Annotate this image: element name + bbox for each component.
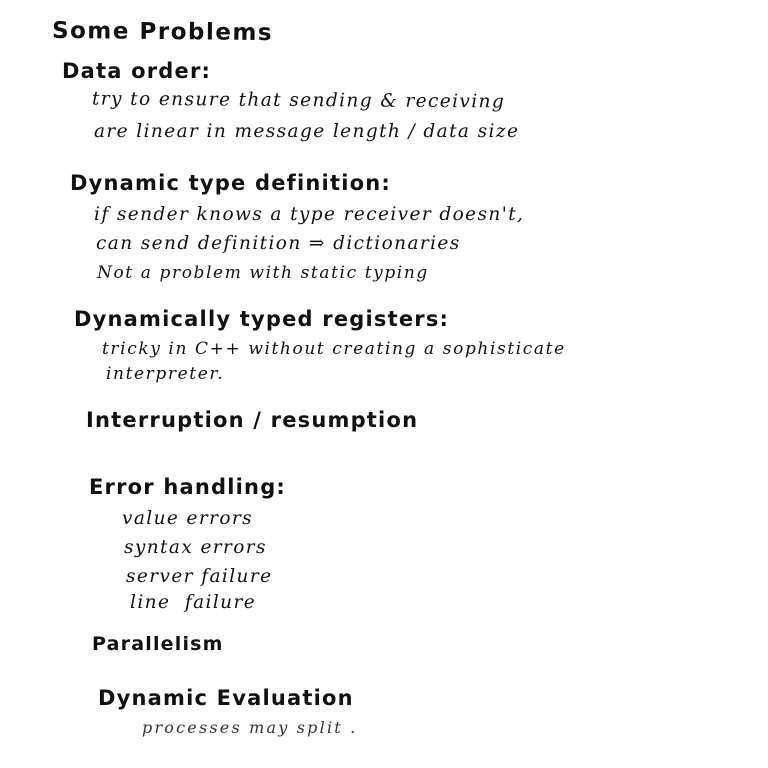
error-handling-line-2: syntax errors [124,537,267,558]
error-handling-line-4: line failure [130,592,257,613]
section-heading-parallelism: Parallelism [92,633,224,655]
data-order-line-1: try to ensure that sending & receiving [91,88,506,113]
section-heading-dynamically-typed-registers: Dynamically typed registers: [74,307,450,331]
section-heading-interruption-resumption: Interruption / resumption [86,408,419,432]
dynamic-evaluation-line-1: processes may split . [142,718,358,737]
dynamic-type-line-2: can send definition ⇒ dictionaries [96,233,461,254]
section-heading-dynamic-evaluation: Dynamic Evaluation [98,686,354,710]
section-heading-data-order: Data order: [62,59,212,83]
dynamic-type-line-1: if sender knows a type receiver doesn't, [94,204,525,225]
section-heading-dynamic-type-definition: Dynamic type definition: [70,171,391,195]
error-handling-line-3: server failure [126,566,273,587]
page-title: Some Problems [51,17,274,47]
error-handling-line-1: value errors [122,508,254,529]
registers-line-2: interpreter. [106,364,225,384]
dynamic-type-line-3: Not a problem with static typing [97,263,429,283]
data-order-line-2: are linear in message length / data size [94,121,520,142]
section-heading-error-handling: Error handling: [89,475,287,499]
registers-line-1: tricky in C++ without creating a sophisticate [102,339,566,359]
